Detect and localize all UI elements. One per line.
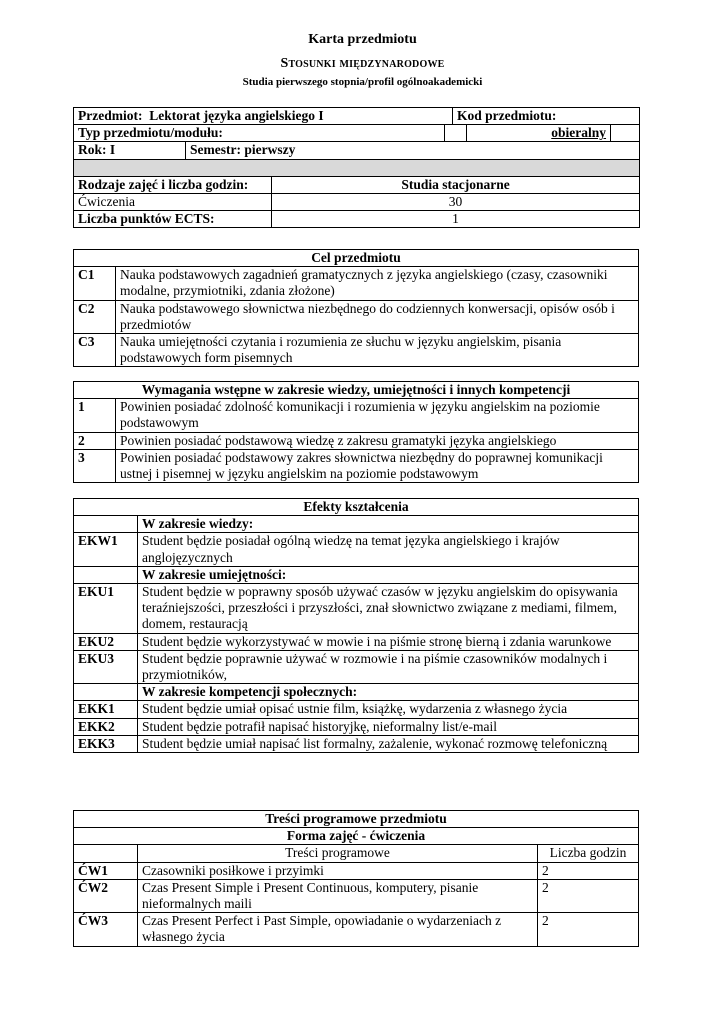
subject-label: Przedmiot: [78,108,143,123]
outcome-code: EKU1 [74,584,138,634]
subject-info-table [73,107,640,228]
subject-name: Stosunki międzynarodowe [280,56,445,71]
forms-label: Rodzaje zajęć i liczba godzin: [74,176,272,193]
program-text: Czas Present Perfect i Past Simple, opowiadanie o wydarzeniach z własnego życia [138,913,538,946]
table-row [74,862,639,879]
subject-value: Lektorat języka angielskiego I [149,108,324,123]
requirement-code: 1 [74,399,116,432]
requirement-text: Powinien posiadać zdolność komunikacji i rozumienia w języku angielskim na poziomie podstawowym [116,399,639,432]
table-row [74,633,639,650]
outcome-text: Student będzie umiał opisać ustnie film, książkę, wydarzenia z własnego życia [138,701,639,718]
empty-cell [74,845,138,862]
empty-cell [74,566,138,583]
skills-header: W zakresie umiejętności: [138,566,639,583]
requirements-table [73,381,639,483]
program-hours: 2 [538,879,639,912]
table-row [74,584,639,634]
table-row [74,267,639,300]
table-row [74,650,639,683]
year-cell: Rok: I [74,142,186,159]
outcome-code: EKK2 [74,718,138,735]
type-value: obieralny [467,125,611,142]
table-row [74,718,639,735]
knowledge-header: W zakresie wiedzy: [138,516,639,533]
outcomes-table [73,498,639,753]
requirement-text: Powinien posiadać podstawową wiedzę z zakresu gramatyki języka angielskiego [116,432,639,449]
subject-row [74,108,640,125]
program-text: Czasowniki posiłkowe i przyimki [138,862,538,879]
table-row [74,735,639,752]
table-row [74,533,639,566]
program-hours: 2 [538,913,639,946]
code-label: Kod przedmiotu: [453,108,640,125]
outcome-text: Student będzie w poprawny sposób używać czasów w języku angielskim do opisywania teraźniejszości, przeszłości i przyszłości, znał słownictwo związane z mediami, filmem, domem, restauracją [138,584,639,634]
outcome-text: Student będzie potrafił napisać historyjkę, nieformalny list/e-mail [138,718,639,735]
form-row [74,193,640,210]
outcome-code: EKK3 [74,735,138,752]
goals-table [73,249,639,367]
program-text: Czas Present Simple i Present Continuous, komputery, pisanie nieformalnych maili [138,879,538,912]
program-table [73,810,639,947]
program-col-content: Treści programowe [138,845,538,862]
subject-cell [74,108,453,125]
table-row [74,334,639,367]
form-name: Ćwiczenia [74,193,272,210]
requirement-text: Powinien posiadać podstawowy zakres słownictwa niezbędny do poprawnej komunikacji ustnej i pisemnej w języku angielskim na poziomie podstawowym [116,449,639,482]
table-row [74,449,639,482]
program-code: ĆW1 [74,862,138,879]
program-form-title: Forma zajęć - ćwiczenia [74,828,639,845]
forms-header-row [74,176,640,193]
requirements-title: Wymagania wstępne w zakresie wiedzy, umiejętności i innych kompetencji [74,382,639,399]
goal-code: C3 [74,334,116,367]
empty-cell [74,684,138,701]
empty-cell [74,516,138,533]
table-row [74,701,639,718]
program-hours: 2 [538,862,639,879]
social-header: W zakresie kompetencji społecznych: [138,684,639,701]
gray-separator [74,159,640,176]
table-row [74,399,639,432]
program-code: ĆW2 [74,879,138,912]
type-empty-cell [445,125,467,142]
requirement-code: 2 [74,432,116,449]
gray-separator-cell [74,159,640,176]
type-empty-cell-2 [611,125,640,142]
table-row [74,432,639,449]
type-label: Typ przedmiotu/modułu: [74,125,445,142]
goal-code: C1 [74,267,116,300]
table-row [74,300,639,333]
document-title: Karta przedmiotu [308,32,417,47]
program-code: ĆW3 [74,913,138,946]
study-type: Studia pierwszego stopnia/profil ogólnoakademicki [242,76,483,88]
form-hours: 30 [272,193,640,210]
goal-text: Nauka podstawowych zagadnień gramatycznych z języka angielskiego (czasy, czasowniki modalne, przymiotniki, zdania złożone) [116,267,639,300]
table-row [74,879,639,912]
outcome-text: Student będzie posiadał ogólną wiedzę na temat języka angielskiego i krajów anglojęzycznych [138,533,639,566]
ects-value: 1 [272,211,640,228]
outcome-text: Student będzie poprawnie używać w rozmowie i na piśmie czasowników modalnych i przymiotników, [138,650,639,683]
program-title: Treści programowe przedmiotu [74,811,639,828]
goal-text: Nauka umiejętności czytania i rozumienia ze słuchu w języku angielskim, pisania podstawowych form pisemnych [116,334,639,367]
year-row [74,142,640,159]
ects-row [74,211,640,228]
outcome-code: EKU2 [74,633,138,650]
outcome-text: Student będzie umiał napisać list formalny, zażalenie, wykonać rozmowę telefoniczną [138,735,639,752]
outcome-code: EKU3 [74,650,138,683]
table-row [74,913,639,946]
forms-header: Studia stacjonarne [272,176,640,193]
outcome-code: EKW1 [74,533,138,566]
goals-title: Cel przedmiotu [74,250,639,267]
outcomes-title: Efekty kształcenia [74,499,639,516]
ects-label: Liczba punktów ECTS: [74,211,272,228]
type-row [74,125,640,142]
goal-code: C2 [74,300,116,333]
program-col-hours: Liczba godzin [538,845,639,862]
outcome-text: Student będzie wykorzystywać w mowie i na piśmie stronę bierną i zdania warunkowe [138,633,639,650]
requirement-code: 3 [74,449,116,482]
goal-text: Nauka podstawowego słownictwa niezbędnego do codziennych konwersacji, opisów osób i przedmiotów [116,300,639,333]
outcome-code: EKK1 [74,701,138,718]
semester-cell: Semestr: pierwszy [186,142,640,159]
